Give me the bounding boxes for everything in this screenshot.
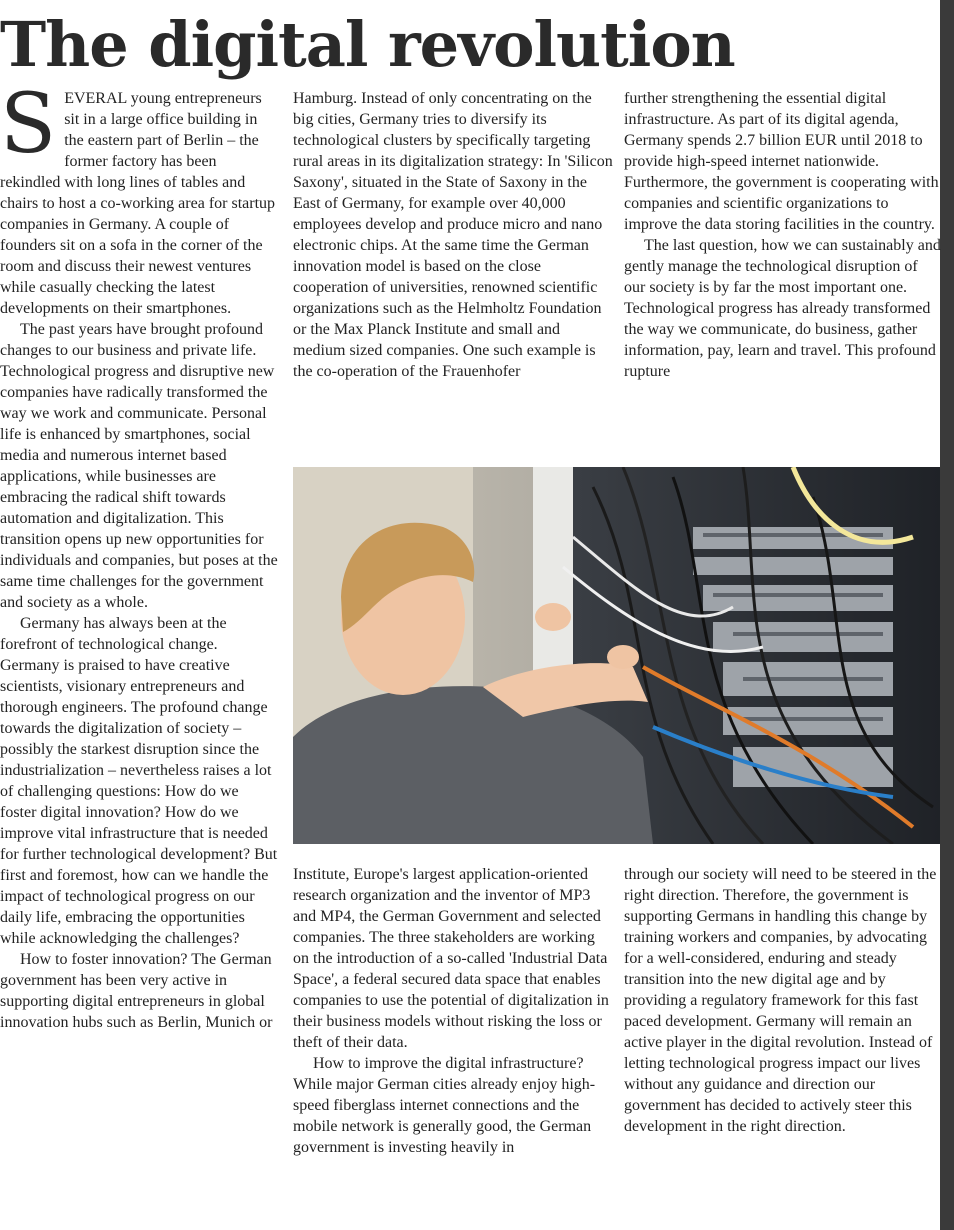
paragraph: The last question, how we can sustainably and gently manage the technological disruption of our society is by far the most important one. Technological progress has already transformed the way we communicate, do business, gather information, pay, learn and travel. This profound rupture [624, 237, 941, 380]
article-column-2-top [293, 88, 613, 448]
drop-cap: S [0, 88, 57, 172]
paragraph: through our society will need to be steered in the right direction. Therefore, the government is supporting Germans in handling this change by training workers and companies, by advocating for a well-considered, enduring and steady transition into the new digital age and by providing a regulatory framework for this fast paced development. Germany will remain an active player in the digital revolution. Instead of letting technological progress impact our lives without any guidance and direction our government has decided to actively steer this development in the right direction. [624, 866, 937, 1135]
paragraph: How to improve the digital infrastructure? While major German cities already enjoy high-speed fiberglass internet connections and the mobile network is generally good, the German government is investing heavily in [293, 1055, 596, 1156]
article-column-2-bottom [293, 864, 613, 1230]
article-column-3-bottom [624, 864, 942, 1230]
paragraph: Germany has always been at the forefront of technological change. Germany is praised to have creative scientists, visionary entrepreneurs and thorough engineers. The profound change towards the digitalization of society – possibly the starkest disruption since the industrialization – nevertheless raises a lot of challenging questions: How do we foster digital innovation? How do we improve vital infrastructure that is needed for further technological development? But first and foremost, how can we handle the impact of technological progress on our daily life, embracing the opportunities while acknowledging the challenges? [0, 615, 278, 947]
paragraph: Institute, Europe's largest application-oriented research organization and the inventor of MP3 and MP4, the German Government and selected companies. The three stakeholders are working on the introduction of a so-called 'Industrial Data Space', a federal secured data space that enables companies to use the potential of digitalization in their business models without risking the loss or theft of their data. [293, 866, 609, 1051]
article-column-1 [0, 88, 278, 1228]
paragraph: The past years have brought profound changes to our business and private life. Technological progress and disruptive new companies have radically transformed the way we work and communicate. Personal life is enhanced by smartphones, social media and numerous internet based applications, while businesses are embracing the radical shift towards automation and digitalization. This transition opens up new opportunities for individuals and companies, but poses at the same time challenges for the government and society as a whole. [0, 321, 278, 611]
paragraph-intro: SEVERAL young entrepreneurs sit in a large office building in the eastern part of Berlin – the former factory has been rekindled with long lines of tables and chairs to host a co-working area for startup companies in Germany. A couple of founders sit on a sofa in the corner of the room and discuss their newest ventures while casually checking the latest developments on their smartphones. [0, 88, 276, 317]
paragraph: How to foster innovation? The German government has been very active in supporting digital entrepreneurs in global innovation hubs such as Berlin, Munich or [0, 951, 273, 1031]
article-photo-server-rack [293, 467, 940, 844]
page-edge-strip [940, 0, 954, 1230]
article-headline: The digital revolution [0, 8, 735, 81]
paragraph: further strengthening the essential digital infrastructure. As part of its digital agenda, Germany spends 2.7 billion EUR until 2018 to provide high-speed internet nationwide. Furthermore, the government is cooperating with companies and scientific organizations to improve the data storing facilities in the country. [624, 90, 939, 233]
paragraph: Hamburg. Instead of only concentrating on the big cities, Germany tries to diversify its technological clusters by specifically targeting rural areas in its digitalization strategy: In 'Silicon Saxony', situated in the State of Saxony in the East of Germany, for example over 40,000 employees develop and produce micro and nano electronic chips. At the same time the German innovation model is based on the close cooperation of universities, renowned scientific organizations such as the Helmholtz Foundation or the Max Planck Institute and small and medium sized companies. One such example is the co-operation of the Frauenhofer [293, 90, 613, 380]
article-column-3-top [624, 88, 942, 448]
